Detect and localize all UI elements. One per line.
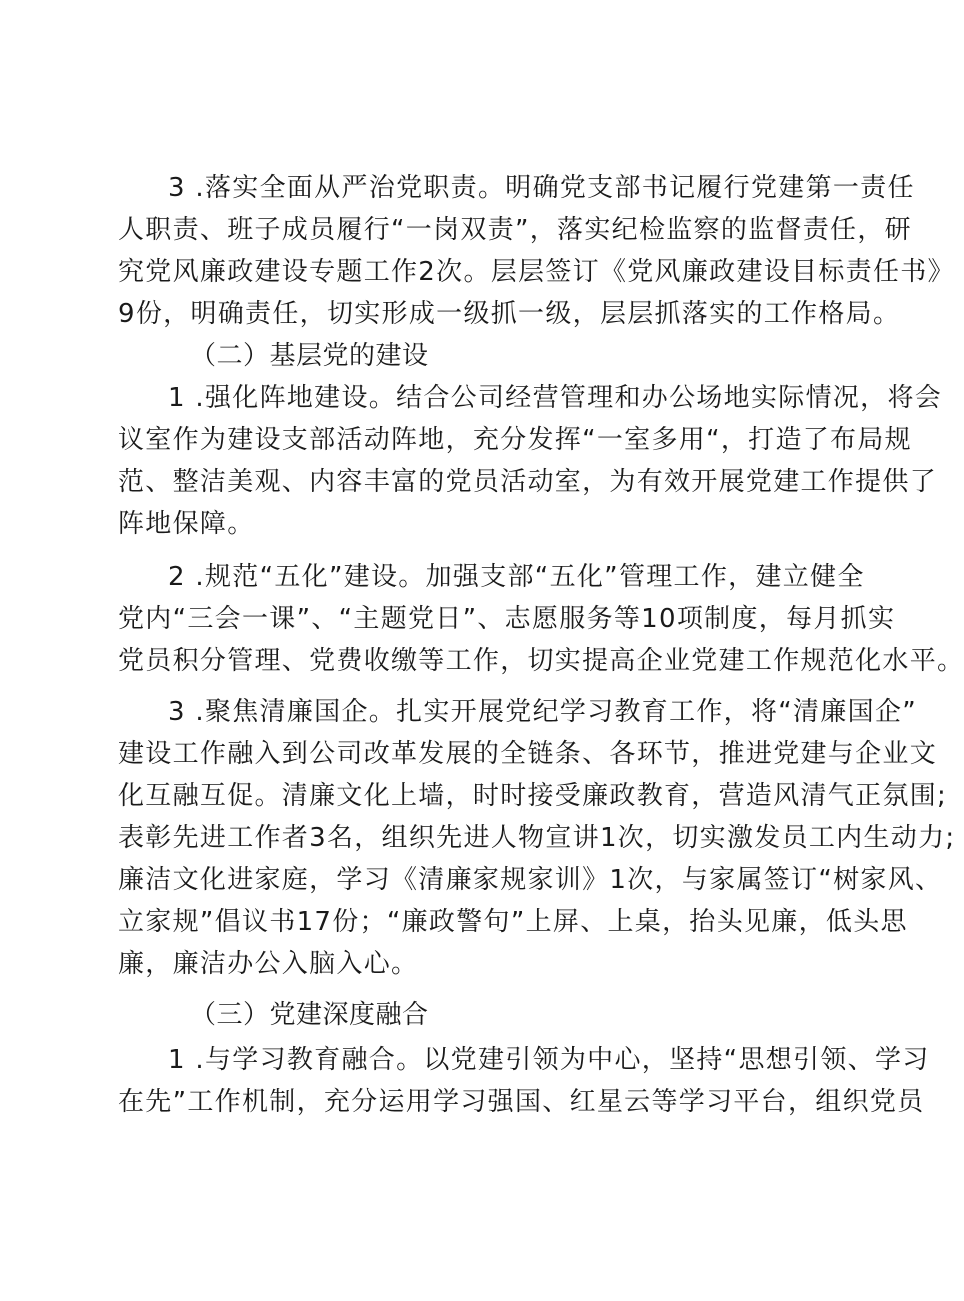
paragraph-2-3-line-7: 廉，廉洁办公入脑入心。	[118, 949, 419, 979]
paragraph-2-2-line-3: 党员积分管理、党费收缴等工作，切实提高企业党建工作规范化水平。	[118, 646, 964, 676]
paragraph-3-1-line-2: 在先”工作机制，充分运用学习强国、红星云等学习平台，组织党员	[118, 1087, 925, 1117]
section-heading-2: （二）基层党的建设	[190, 341, 429, 371]
paragraph-3-line-1: 3 .落实全面从严治党职责。明确党支部书记履行党建第一责任	[168, 173, 915, 203]
paragraph-2-1-line-3: 范、整洁美观、内容丰富的党员活动室，为有效开展党建工作提供了	[118, 467, 938, 497]
paragraph-3-1-line-1: 1 .与学习教育融合。以党建引领为中心，坚持“思想引领、学习	[168, 1045, 930, 1075]
paragraph-2-2-line-1: 2 .规范“五化”建设。加强支部“五化”管理工作，建立健全	[168, 562, 865, 592]
paragraph-2-1-line-4: 阵地保障。	[118, 509, 255, 539]
paragraph-3-line-4: 9份，明确责任，切实形成一级抓一级，层层抓落实的工作格局。	[118, 299, 901, 329]
paragraph-3-line-3: 究党风廉政建设专题工作2次。层层签订《党风廉政建设目标责任书》	[118, 257, 955, 287]
paragraph-2-2-line-2: 党内“三会一课”、“主题党日”、志愿服务等10项制度，每月抓实	[118, 604, 896, 634]
paragraph-2-3-line-4: 表彰先进工作者3名，组织先进人物宣讲1次，切实激发员工内生动力;	[118, 823, 956, 853]
paragraph-2-3-line-5: 廉洁文化进家庭，学习《清廉家规家训》1次，与家属签订“树家风、	[118, 865, 943, 895]
paragraph-2-3-line-1: 3 .聚焦清廉国企。扎实开展党纪学习教育工作，将“清廉国企”	[168, 697, 918, 727]
section-heading-3: （三）党建深度融合	[190, 1000, 429, 1030]
paragraph-2-3-line-6: 立家规”倡议书17份；“廉政警句”上屏、上桌，抬头见廉，低头思	[118, 907, 908, 937]
paragraph-2-3-line-3: 化互融互促。清廉文化上墙，时时接受廉政教育，营造风清气正氛围;	[118, 781, 948, 811]
paragraph-2-1-line-1: 1 .强化阵地建设。结合公司经营管理和办公场地实际情况，将会	[168, 383, 943, 413]
paragraph-2-1-line-2: 议室作为建设支部活动阵地，充分发挥“一室多用“，打造了布局规	[118, 425, 912, 455]
paragraph-2-3-line-2: 建设工作融入到公司改革发展的全链条、各环节，推进党建与企业文	[118, 739, 938, 769]
paragraph-3-line-2: 人职责、班子成员履行“一岗双责”，落实纪检监察的监督责任，研	[118, 215, 912, 245]
